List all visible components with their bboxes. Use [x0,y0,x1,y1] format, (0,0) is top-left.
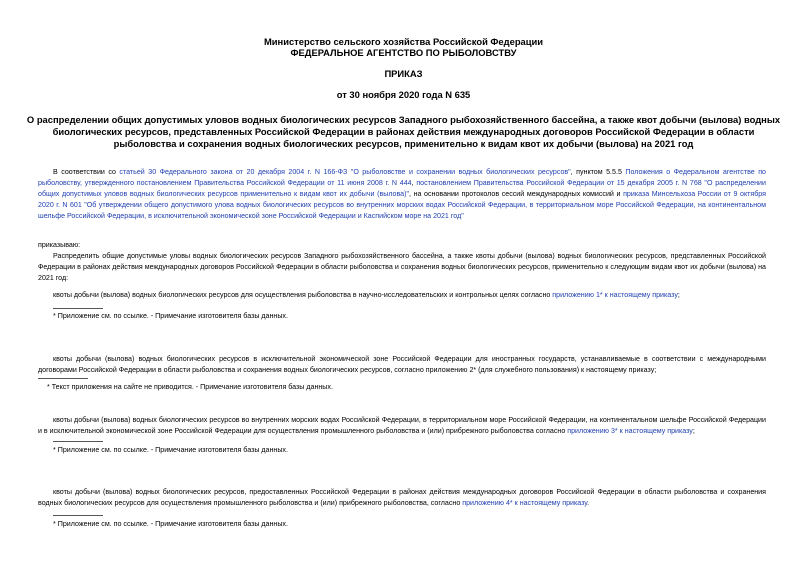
ministry-order-link[interactable]: приказа Минсельхоза России от 9 октября 2020 г. N 601 "Об утверждении общего допустимого улова водных биологических ресурсов во внутренних морских водах Российской Федерации, в территориальном море Российской Федерации, на континентальном шельфе Российской Федерации, в исключительной экономической зоне Российской Федерации и Каспийском море на 2021 год" [38,190,766,220]
government-decree-link[interactable]: постановлением Правительства Российской Федерации от 15 декабря 2005 г. N 768 "О распределении общих допустимых уловов водных биологических ресурсов применительно к видам квот их добычи (вылова)" [38,179,766,198]
item-text: ; [677,291,680,299]
list-item-2: квоты добычи (вылова) водных биологических ресурсов в исключительной экономической зоне Российской Федерации для иностранных государств, устанавливаемые в соответствии с международными договорами Российской Федерации в области рыболовства и сохранения водных биологических ресурсов, согласно приложению 2* (для служебного пользования) к настоящему приказу; [38,355,766,374]
appendix-1-link[interactable]: приложению 1* к настоящему приказу [552,291,678,299]
footnote-divider [53,308,103,309]
list-item-1 [53,290,680,301]
preamble-paragraph [38,167,766,222]
item-text: . [587,499,590,507]
title-line: биологических ресурсов, представленных Российской Федерации в районах действия международных договоров Российской Федерации в области [52,126,755,137]
item-text: квоты добычи (вылова) водных биологических ресурсов, предоставленных Российской Федерации в районах действия международных договоров Российской Федерации в области рыболовства и сохранения водных биологических ресурсов для осуществления промышленного рыболовства и (или) прибрежного рыболовства, согласно [38,488,766,507]
appendix-4-link[interactable]: приложению 4* к настоящему приказу [462,499,588,507]
preamble-text: , на основании протоколов сессий международных комиссий и [409,190,624,198]
footnote-divider [53,441,103,442]
appendix-3-link[interactable]: приложению 3* к настоящему приказу [567,427,693,435]
regulation-link[interactable]: Положения о Федеральном агентстве по рыболовству, утвержденного постановлением Правительства Российской Федерации от 11 июня 2008 г. N 444 [38,168,766,187]
footnote-4: * Приложение см. по ссылке. - Примечание изготовителя базы данных. [53,520,288,528]
footnote-divider [53,515,103,516]
footnote-1: * Приложение см. по ссылке. - Примечание изготовителя базы данных. [53,312,288,320]
list-item-4 [38,487,766,509]
item-text: квоты добычи (вылова) водных биологических ресурсов во внутренних морских водах Российской Федерации, в территориальном море Российской Федерации, на континентальном шельфе Российской Федерации и в исключительной экономической зоне Российской Федерации для осуществления промышленного рыболовства и (или) прибрежного рыболовства согласно [38,416,766,435]
preamble-text: В соответствии со [53,168,120,176]
title-line: О распределении общих допустимых уловов водных биологических ресурсов Западного рыбохозяйственного бассейна, а также квот добычи (вылова) водных [26,114,781,125]
item-text: квоты добычи (вылова) водных биологических ресурсов для осуществления рыболовства в научно-исследовательских и контрольных целях согласно [53,291,553,299]
ministry-name: Министерство сельского хозяйства Российской Федерации [263,36,544,47]
footnote-2: * Текст приложения на сайте не приводится. - Примечание изготовителя базы данных. [47,383,333,391]
list-item-3 [38,415,766,437]
agency-name: ФЕДЕРАЛЬНОЕ АГЕНТСТВО ПО РЫБОЛОВСТВУ [290,47,517,58]
document-date-number: от 30 ноября 2020 года N 635 [336,89,471,100]
main-paragraph: Распределить общие допустимые уловы водных биологических ресурсов Западного рыбохозяйственного бассейна, а также квоты добычи (вылова) водных биологических ресурсов, представленных Российской Федерации в районах действия международных договоров Российской Федерации в области рыболовства и сохранения водных биологических ресурсов, применительно к следующим видам квот их добычи (вылова) на 2021 год: [38,252,766,282]
footnote-divider [38,378,88,379]
document-type: ПРИКАЗ [384,68,423,79]
title-line: рыболовства и сохранения водных биологических ресурсов, применительно к видам квот их добычи (вылова) на 2021 год [113,138,694,149]
preamble-text: , [411,179,417,187]
orders-label: приказываю: [38,241,81,249]
law-link[interactable]: статьей 30 Федерального закона от 20 декабря 2004 г. N 166-ФЗ "О рыболовстве и сохранении водных биологических ресурсов" [119,168,571,176]
preamble-text: , пунктом 5.5.5 [570,168,626,176]
footnote-3: * Приложение см. по ссылке. - Примечание изготовителя базы данных. [53,446,288,454]
item-text: ; [692,427,695,435]
